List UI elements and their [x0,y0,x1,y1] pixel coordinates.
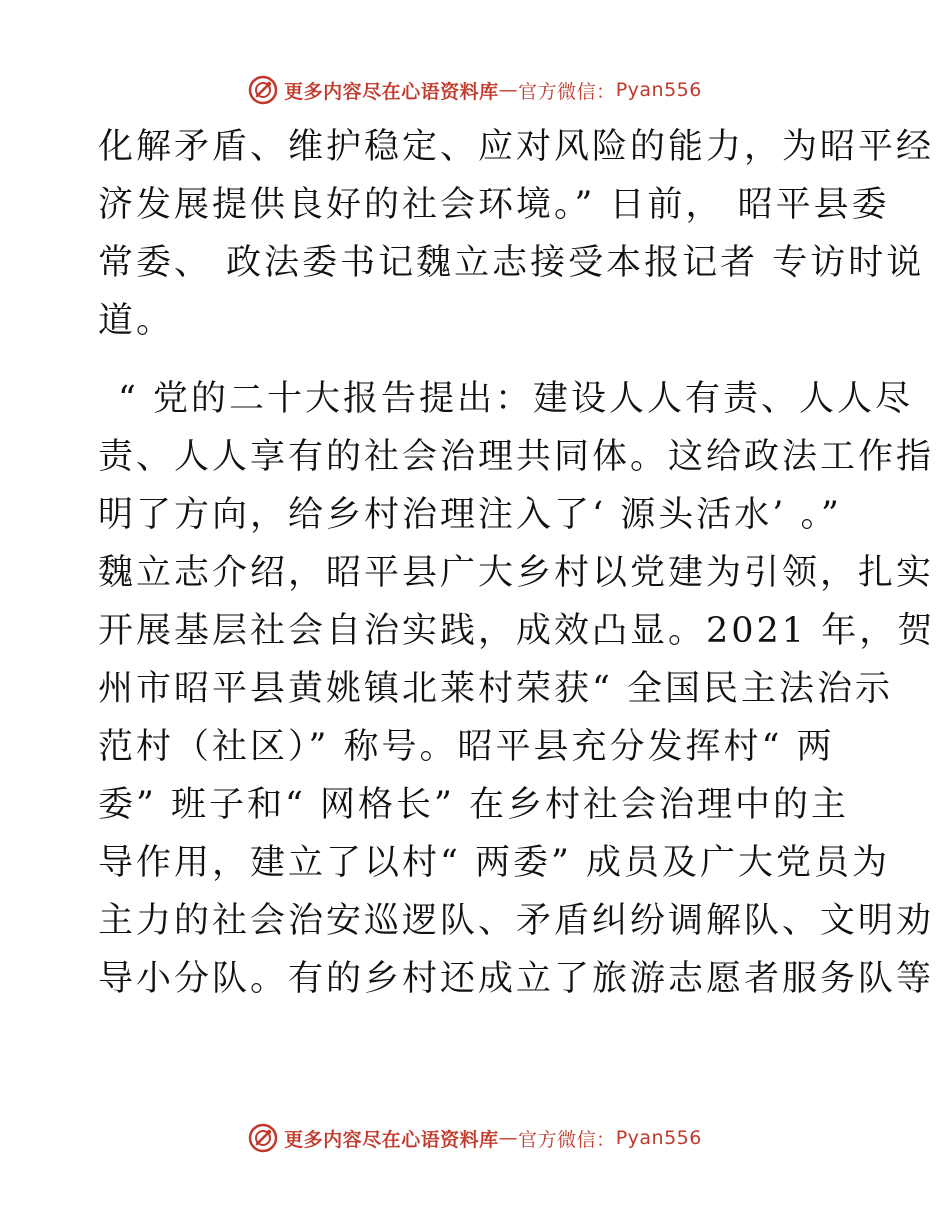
paragraph-line: 化解矛盾、维护稳定、应对风险的能力，为昭平经 [98,127,935,167]
paragraph-2-body [98,428,936,1008]
paragraph-line: 济发展提供良好的社会环境。” 日前， 昭平县委 [98,185,890,225]
footer-wechat-label: 官方微信： [518,1128,616,1151]
paragraph-line: 明了方向，给乡村治理注入了‘ 源头活水’ 。” [98,495,842,535]
paragraph-line: 主力的社会治安巡逻队、矛盾纠纷调解队、文明劝 [98,901,935,941]
header-wechat-label: 官方微信： [518,80,616,103]
paragraph-line: 导作用，建立了以村“ 两委” 成员及广大党员为 [98,843,891,883]
header-banner [0,70,950,110]
paragraph-line: 范村（社区）” 称号。昭平县充分发挥村“ 两 [98,727,835,767]
paragraph-line: 责、人人享有的社会治理共同体。这给政法工作指 [98,437,935,477]
footer-brand: 更多内容尽在心语资料库 [284,1128,499,1151]
paragraph-line: 州市昭平县黄姚镇北莱村荣获“ 全国民主法治示 [98,669,894,709]
paragraph-line: 开展基层社会自治实践，成效凸显。2021 年，贺 [98,611,936,651]
paragraph-line: 常委、 政法委书记魏立志接受本报记者 专访时说 [98,243,925,283]
header-separator: — [498,79,519,101]
paragraph-line: 道。 [98,301,175,341]
paragraph-1 [98,118,935,350]
document-body [98,118,936,1008]
header-wechat-handle: Pyan556 [615,79,702,101]
paragraph-line: 导小分队。有的乡村还成立了旅游志愿者服务队等 [98,959,935,999]
seal-logo-icon [248,75,278,105]
footer-wechat-handle: Pyan556 [615,1127,702,1149]
paragraph-line: 委” 班子和“ 网格长” 在乡村社会治理中的主 [98,785,850,825]
footer-separator: — [498,1127,519,1149]
paragraph-line: “ 党的二十大报告提出：建设人人有责、人人尽 [118,379,914,419]
header-brand: 更多内容尽在心语资料库 [284,80,499,103]
seal-logo-icon [248,1123,278,1153]
paragraph-2 [98,370,914,428]
footer-banner [0,1118,950,1158]
paragraph-gap [98,350,854,370]
paragraph-line: 魏立志介绍，昭平县广大乡村以党建为引领，扎实 [98,553,935,593]
